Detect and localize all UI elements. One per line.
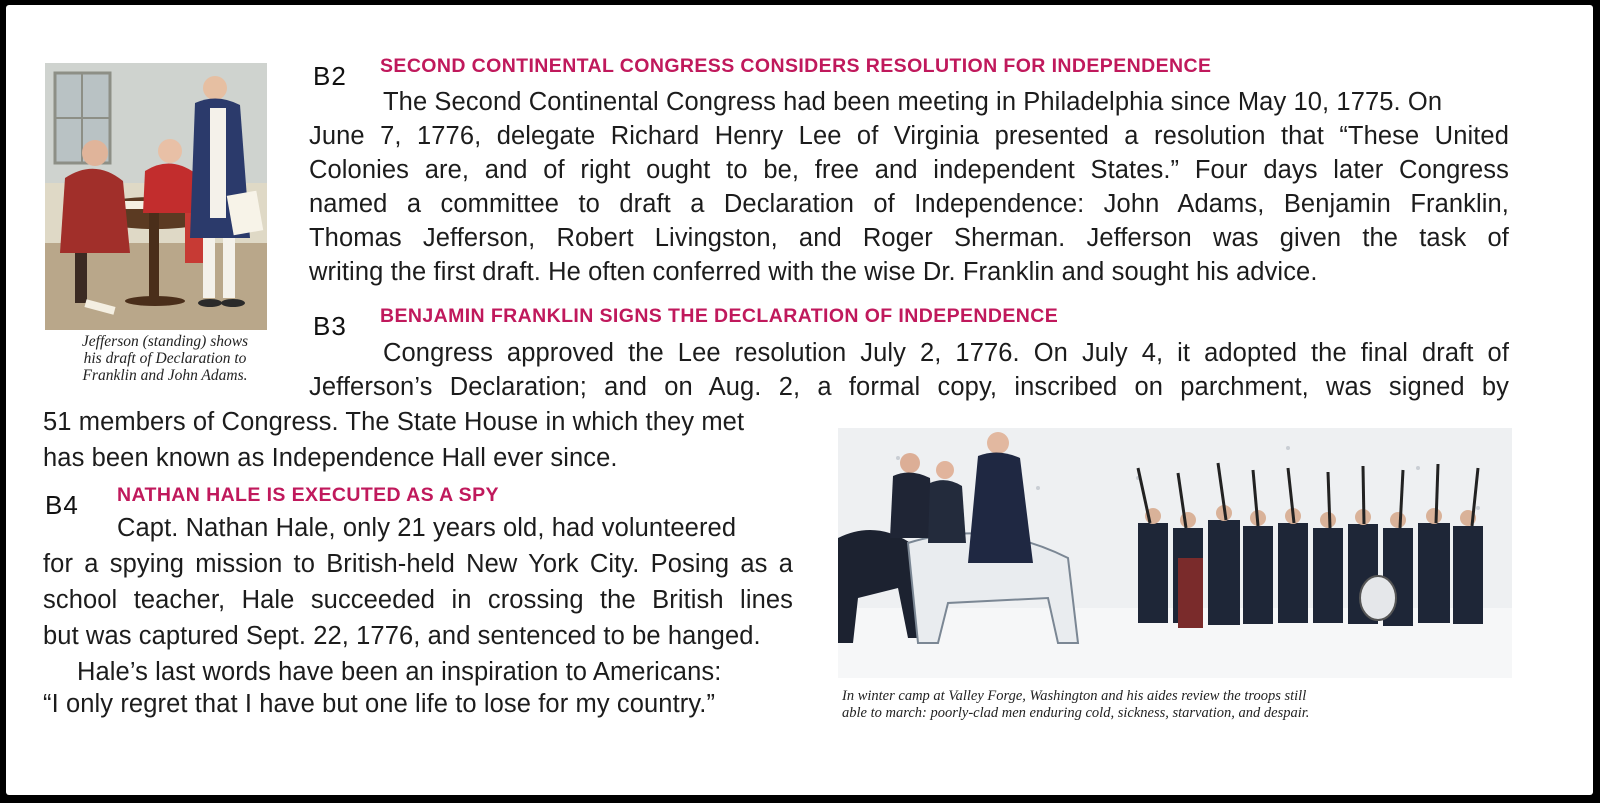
b4-text-line: but was captured Sept. 22, 1776, and sentenced to be hanged. <box>43 622 761 650</box>
jefferson-caption <box>40 333 290 384</box>
b3-text-line: Jefferson’s Declaration; and on Aug. 2, a formal copy, inscribed on parchment, was signed by <box>309 373 1509 401</box>
section-heading-b4: NATHAN HALE IS EXECUTED AS A SPY <box>117 484 499 506</box>
b2-text-line: June 7, 1776, delegate Richard Henry Lee of Virginia presented a resolution that “These United <box>309 122 1509 150</box>
b4-text-line: “I only regret that I have but one life to lose for my country.” <box>43 690 716 718</box>
b2-text-line: The Second Continental Congress had been meeting in Philadelphia since May 10, 1775. On <box>383 88 1443 116</box>
b3-text-line: 51 members of Congress. The State House in which they met <box>43 408 745 436</box>
caption-line: Jefferson (standing) shows <box>81 333 249 350</box>
section-heading-b2: SECOND CONTINENTAL CONGRESS CONSIDERS RESOLUTION FOR INDEPENDENCE <box>380 55 1212 77</box>
b4-text-line: school teacher, Hale succeeded in crossing the British lines <box>43 586 793 614</box>
section-code-b4: B4 <box>45 490 79 520</box>
b4-text-line: Hale’s last words have been an inspiration to Americans: <box>77 658 722 686</box>
caption-line: his draft of Declaration to <box>83 350 247 367</box>
b4-text-line: Capt. Nathan Hale, only 21 years old, had volunteered <box>117 514 737 542</box>
caption-line: In winter camp at Valley Forge, Washington and his aides review the troops still <box>842 688 1307 704</box>
b2-text-line: writing the first draft. He often conferred with the wise Dr. Franklin and sought his advice. <box>309 258 1318 286</box>
b3-text-line: Congress approved the Lee resolution July 2, 1776. On July 4, it adopted the final draft of <box>383 339 1509 367</box>
valley-forge-caption <box>842 688 1542 722</box>
section-code-b2: B2 <box>313 61 347 91</box>
jefferson-painting <box>45 63 267 330</box>
caption-line: Franklin and John Adams. <box>82 367 248 384</box>
b2-text-line: named a committee to draft a Declaration of Independence: John Adams, Benjamin Franklin, <box>309 190 1509 218</box>
section-code-b3: B3 <box>313 311 347 341</box>
valley-forge-painting <box>838 428 1512 678</box>
b2-text-line: Thomas Jefferson, Robert Livingston, and Roger Sherman. Jefferson was given the task of <box>309 224 1509 252</box>
b3-text-line: has been known as Independence Hall ever since. <box>43 444 618 472</box>
section-heading-b3: BENJAMIN FRANKLIN SIGNS THE DECLARATION OF INDEPENDENCE <box>380 305 1059 327</box>
caption-line: able to march: poorly-clad men enduring cold, sickness, starvation, and despair. <box>842 705 1310 721</box>
b2-text-line: Colonies are, and of right ought to be, free and independent States.” Four days later Congress <box>309 156 1509 184</box>
b4-text-line: for a spying mission to British-held New York City. Posing as a <box>43 550 793 578</box>
